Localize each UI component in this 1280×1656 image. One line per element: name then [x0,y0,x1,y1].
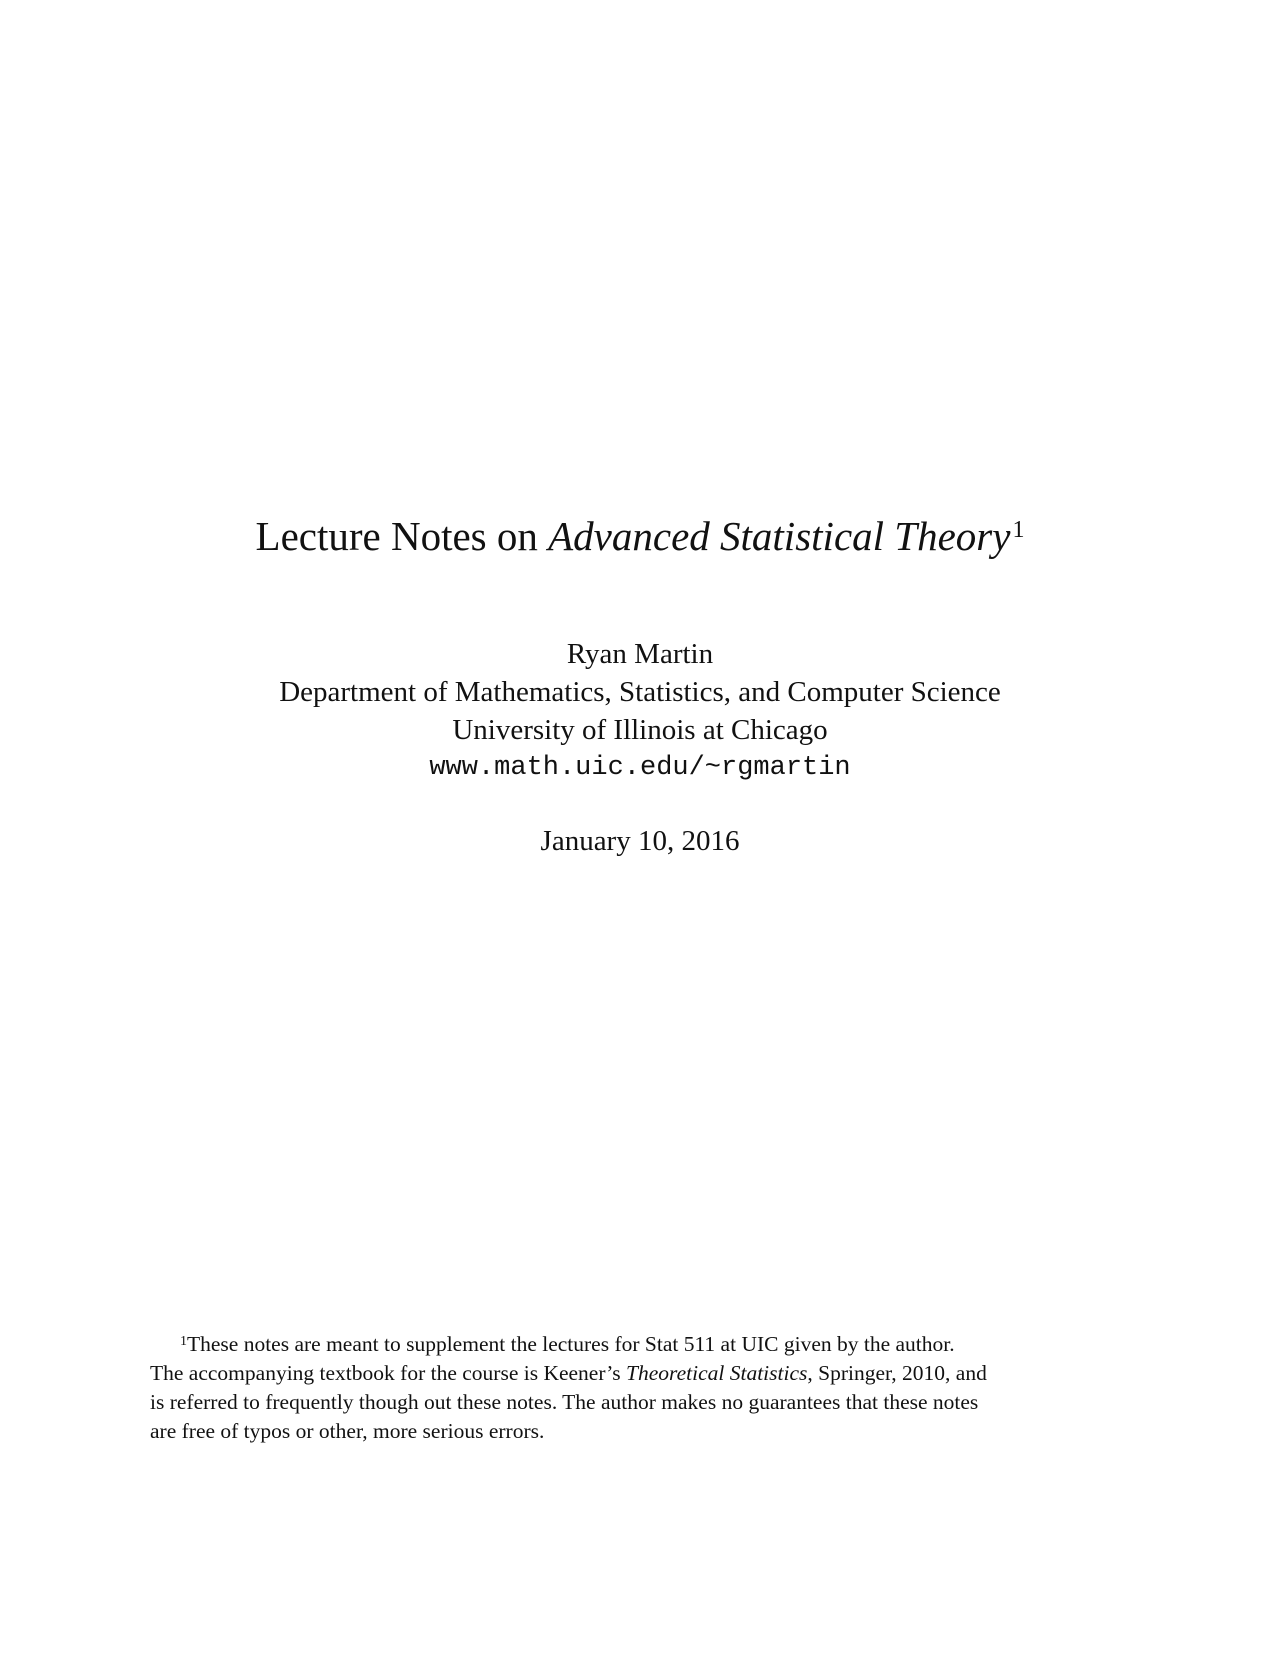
footnote-book-title: Theoretical Statistics [626,1361,808,1385]
footnote-line-3: is referred to frequently though out these notes. The author makes no guarantees that these notes [150,1390,979,1414]
footnote-line-1-text: These notes are meant to supplement the lectures for Stat 511 at UIC given by the author. [187,1332,955,1356]
footnote-line-4: are free of typos or other, more serious errors. [150,1419,545,1443]
title-prefix: Lecture Notes on [255,513,549,559]
footnote-line-2-before: The accompanying textbook for the course is Keener’s [150,1361,627,1385]
footnote-mark: 1 [180,1334,187,1349]
author-name: Ryan Martin [566,638,714,670]
author-url: www.math.uic.edu/~rgmartin [429,753,851,783]
document-date: January 10, 2016 [540,825,740,857]
author-department: Department of Mathematics, Statistics, and Computer Science [279,676,1001,708]
author-university: University of Illinois at Chicago [452,714,828,746]
footnote-line-1 [150,1330,1130,1359]
footnote-line-2 [150,1359,1130,1388]
footnote-line-2-after: , Springer, 2010, and [807,1361,987,1385]
footnote [150,1330,1130,1446]
document-title [0,512,1280,560]
title-footnote-mark: 1 [1012,517,1025,543]
title-italic: Advanced Statistical Theory [548,513,1011,559]
author-block [0,635,1280,787]
